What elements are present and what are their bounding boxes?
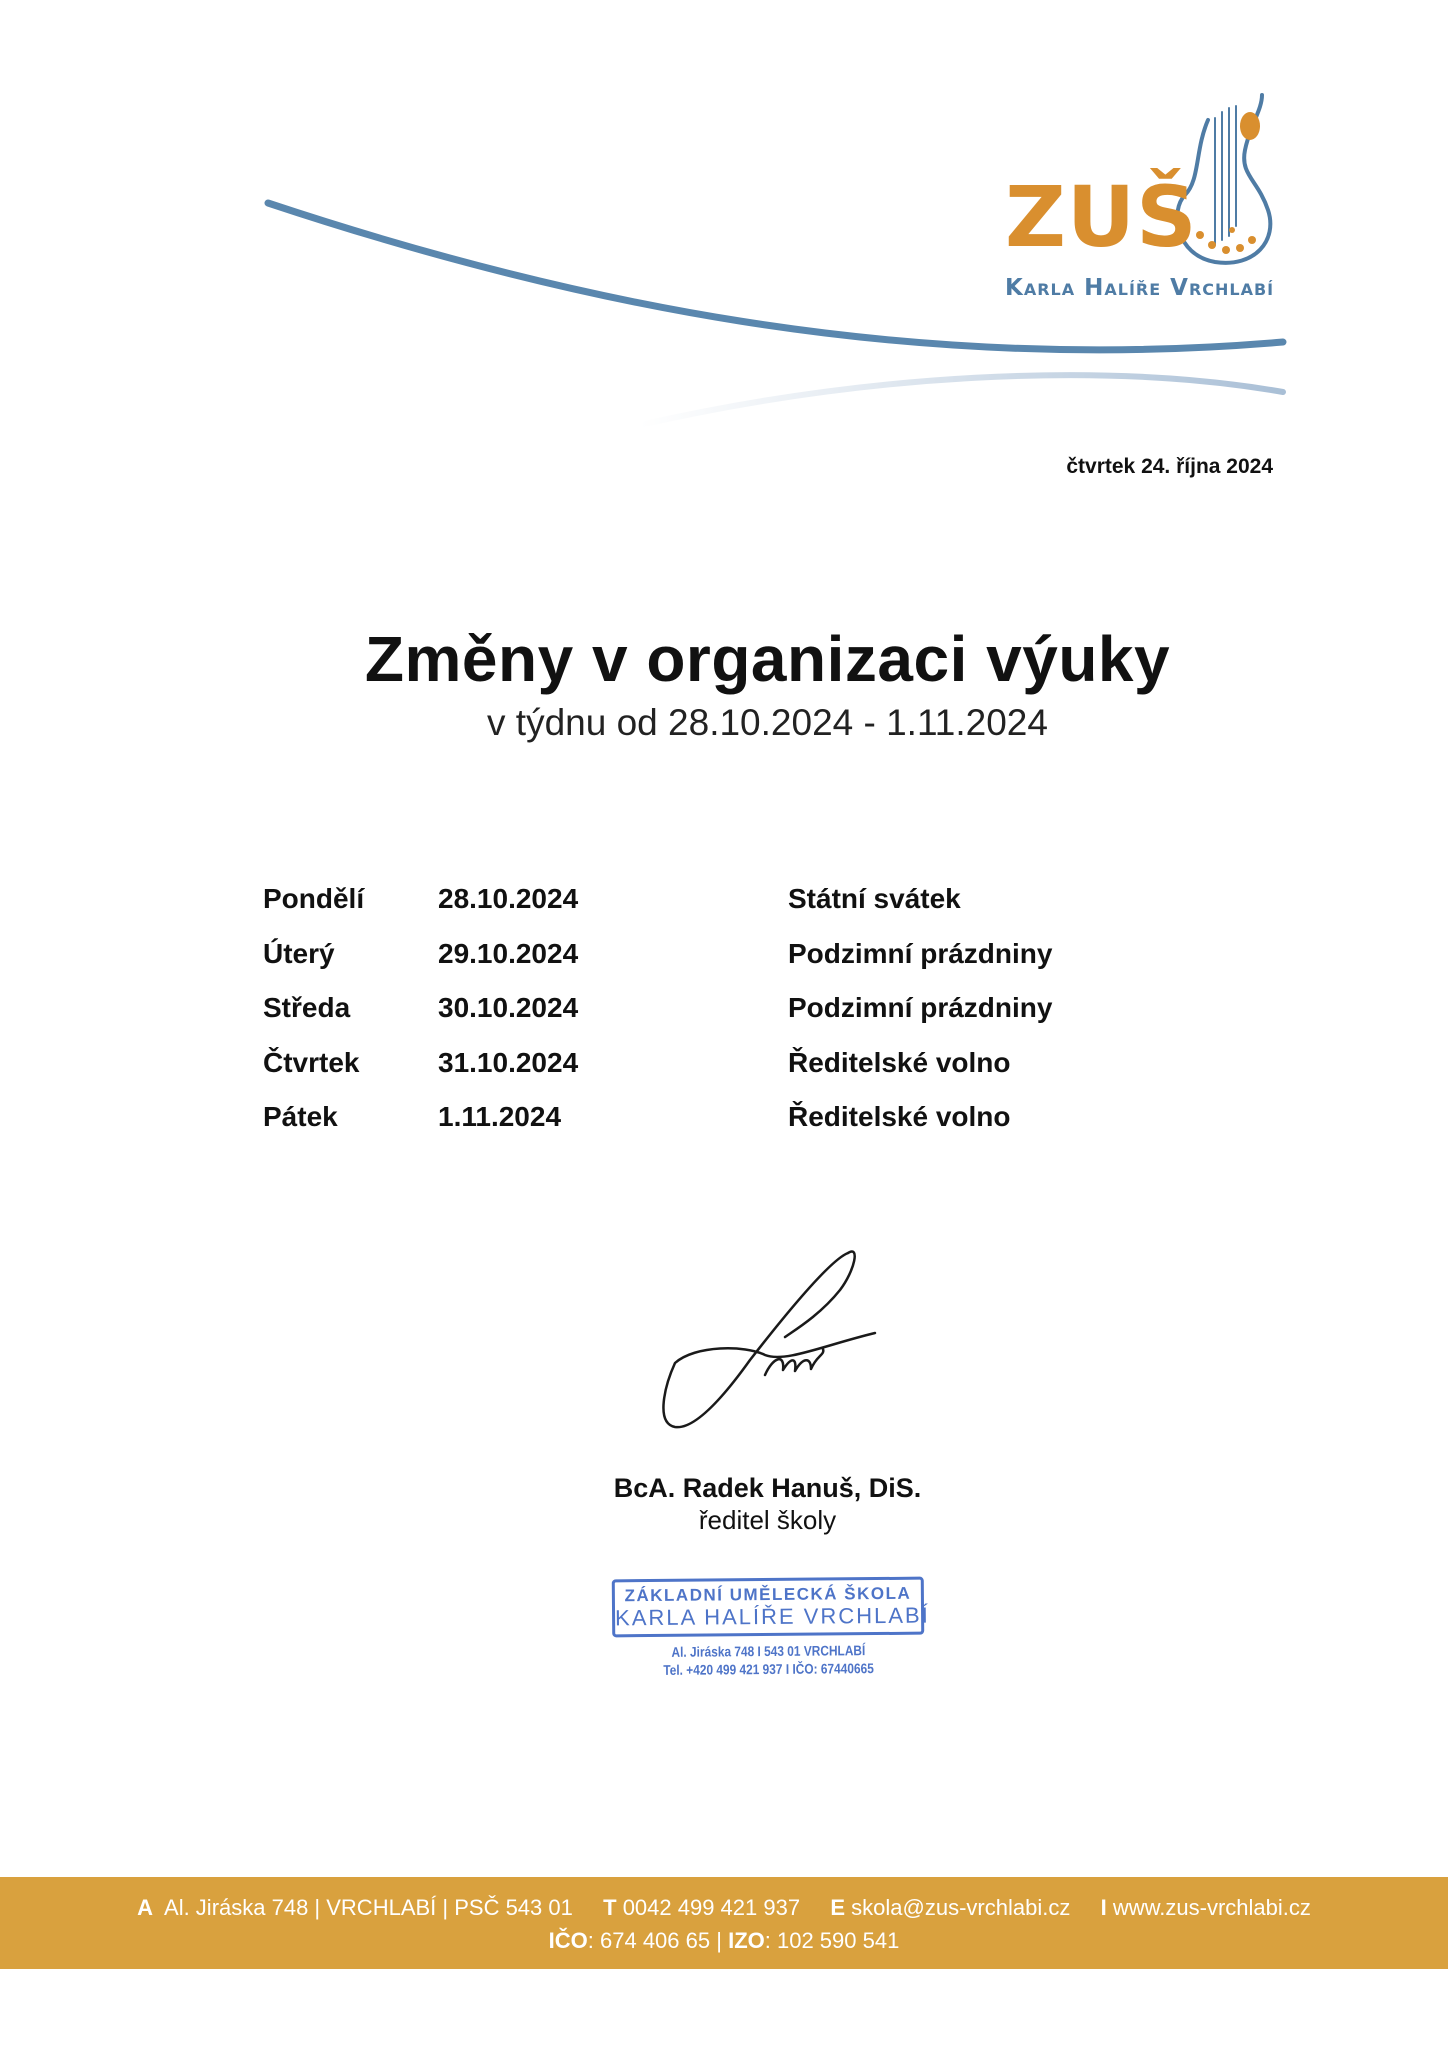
date-cell: 1.11.2024 bbox=[438, 1101, 562, 1133]
footer-bar bbox=[0, 1877, 1448, 1969]
phone-label: T bbox=[603, 1895, 617, 1920]
logo-text: ZUŠ bbox=[1005, 168, 1198, 266]
document-date: čtvrtek 24. října 2024 bbox=[1066, 455, 1273, 478]
schedule-table bbox=[263, 872, 1163, 1145]
ico-label: IČO bbox=[548, 1928, 588, 1953]
logo-subtitle: Karla Halíře Vrchlabí bbox=[1005, 275, 1275, 301]
stamp-line-4: Tel. +420 499 421 937 I IČO: 67440665 bbox=[663, 1660, 874, 1678]
header-swoosh bbox=[0, 0, 1448, 440]
footer-izo: : 102 590 541 bbox=[764, 1928, 900, 1953]
table-row bbox=[263, 927, 1163, 982]
izo-label: IZO bbox=[728, 1928, 765, 1953]
footer-ico: : 674 406 65 | bbox=[587, 1928, 722, 1953]
stamp-line-3: Al. Jiráska 748 I 543 01 VRCHLABÍ bbox=[671, 1642, 866, 1660]
page-title: Změny v organizaci výuky bbox=[364, 623, 1171, 695]
email-label: E bbox=[830, 1895, 846, 1920]
signature bbox=[655, 1245, 895, 1440]
page-subtitle: v týdnu od 28.10.2024 - 1.11.2024 bbox=[487, 702, 1048, 743]
day-cell: Pondělí bbox=[263, 883, 365, 915]
date-cell: 29.10.2024 bbox=[438, 937, 579, 969]
date-cell: 31.10.2024 bbox=[438, 1046, 579, 1078]
footer-address: Al. Jiráska 748 | VRCHLABÍ | PSČ 543 01 bbox=[164, 1895, 573, 1920]
table-row bbox=[263, 1090, 1163, 1145]
note-cell: Podzimní prázdniny bbox=[788, 937, 1053, 969]
day-cell: Čtvrtek bbox=[263, 1046, 360, 1078]
note-cell: Podzimní prázdniny bbox=[788, 992, 1053, 1024]
logo-dots bbox=[1196, 227, 1256, 254]
table-row bbox=[263, 1036, 1163, 1091]
date-cell: 30.10.2024 bbox=[438, 992, 579, 1024]
note-cell: Ředitelské volno bbox=[788, 1101, 1011, 1133]
table-row bbox=[263, 872, 1163, 927]
address-label: A bbox=[137, 1895, 153, 1920]
day-cell: Úterý bbox=[263, 937, 335, 969]
logo-figure-head bbox=[1240, 112, 1260, 140]
footer-phone: 0042 499 421 937 bbox=[622, 1895, 801, 1920]
signer-role: ředitel školy bbox=[698, 1505, 837, 1535]
footer-contacts bbox=[0, 1895, 1448, 1921]
footer-email[interactable]: skola@zus-vrchlabi.cz bbox=[851, 1895, 1071, 1920]
school-stamp bbox=[612, 1577, 930, 1678]
signer-name: BcA. Radek Hanuš, DiS. bbox=[613, 1473, 922, 1503]
day-cell: Středa bbox=[263, 992, 351, 1024]
table-row bbox=[263, 981, 1163, 1036]
date-cell: 28.10.2024 bbox=[438, 883, 579, 915]
web-label: I bbox=[1100, 1895, 1107, 1920]
stamp-line-2: KARLA HALÍŘE VRCHLABÍ bbox=[614, 1602, 930, 1631]
light-swoosh bbox=[640, 375, 1283, 425]
footer-ids bbox=[0, 1928, 1448, 1954]
stamp-line-1: ZÁKLADNÍ UMĚLECKÁ ŠKOLA bbox=[624, 1583, 912, 1606]
note-cell: Ředitelské volno bbox=[788, 1046, 1011, 1078]
footer-web[interactable]: www.zus-vrchlabi.cz bbox=[1112, 1895, 1311, 1920]
note-cell: Státní svátek bbox=[788, 883, 961, 915]
day-cell: Pátek bbox=[263, 1101, 338, 1133]
